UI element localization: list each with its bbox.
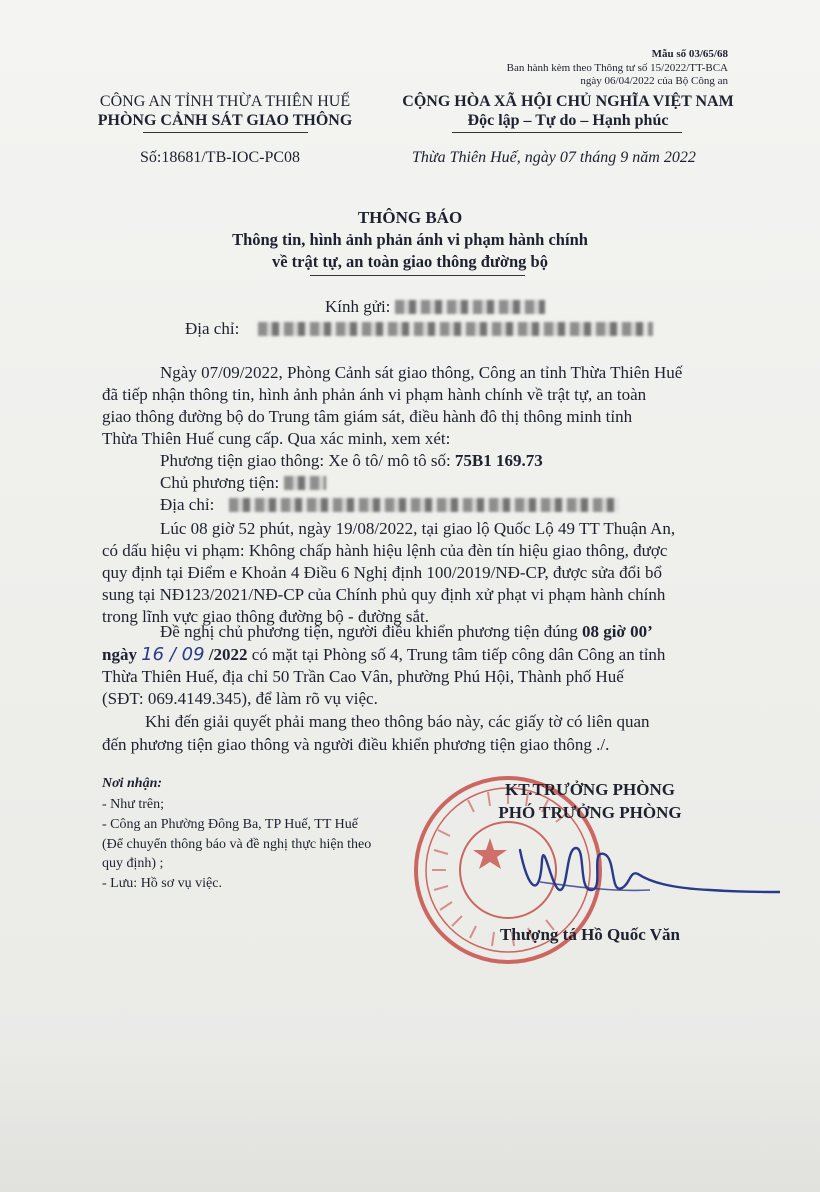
place-and-date: Thừa Thiên Huế, ngày 07 tháng 9 năm 2022 [412, 149, 696, 166]
addressee-line [325, 296, 545, 319]
form-issued-line-2: ngày 06/04/2022 của Bộ Công an [580, 75, 728, 87]
owner-address-line [160, 494, 619, 517]
notice-subtitle-line-2: về trật tự, an toàn giao thông đường bộ [271, 252, 548, 271]
vehicle-plate: 75B1 169.73 [454, 451, 543, 470]
p4-line-1: Khi đến giải quyết phải mang theo thông báo này, các giấy tờ có liên quan [145, 712, 650, 731]
p2-line-5: trong lĩnh vực giao thông đường bộ - đường sắt. [102, 607, 430, 626]
p3-line-1 [160, 621, 653, 644]
p3-line-2 [102, 644, 665, 667]
owner-address-label: Địa chỉ: [160, 495, 215, 514]
p1-line-4: Thừa Thiên Huế cung cấp. Qua xác minh, xem xét: [102, 429, 451, 448]
signature-title-2: PHÓ TRƯỞNG PHÒNG [498, 803, 682, 822]
p1-line-3: giao thông đường bộ do Trung tâm giám sát, điều hành đô thị thông minh tỉnh [102, 407, 633, 426]
recipients-heading: Nơi nhận: [102, 776, 163, 791]
p2-line-2: có dấu hiệu vi phạm: Không chấp hành hiệu lệnh của đèn tín hiệu giao thông, được [102, 541, 668, 560]
title-underline [310, 275, 525, 276]
p3-line-1-text: Đề nghị chủ phương tiện, người điều khiển phương tiện đúng [160, 622, 582, 641]
redacted-owner [284, 476, 326, 490]
signature-title-1: KT.TRƯỞNG PHÒNG [505, 780, 675, 799]
nation-title: CỘNG HÒA XÃ HỘI CHỦ NGHĨA VIỆT NAM [402, 93, 734, 110]
p1-line-2: đã tiếp nhận thông tin, hình ảnh phản ánh vi phạm hành chính về trật tự, an toàn [102, 385, 647, 404]
department-underline [143, 132, 308, 133]
recipient-2: - Công an Phường Đông Ba, TP Huế, TT Huế [102, 817, 358, 832]
owner-label: Chủ phương tiện: [160, 473, 280, 492]
recipient-2-note-2: quy định) ; [102, 856, 164, 871]
p4-line-2: đến phương tiện giao thông và người điều khiển phương tiện giao thông ./. [102, 735, 610, 754]
p2-line-1: Lúc 08 giờ 52 phút, ngày 19/08/2022, tại giao lộ Quốc Lộ 49 TT Thuận An, [160, 519, 676, 538]
recipient-1: - Như trên; [102, 797, 165, 812]
p3-line-4: (SĐT: 069.4149.345), để làm rõ vụ việc. [102, 689, 378, 708]
department-name: PHÒNG CẢNH SÁT GIAO THÔNG [97, 112, 353, 129]
handwritten-date: 16 / 09 [141, 644, 205, 665]
redacted-address [258, 322, 653, 336]
redacted-owner-address [229, 498, 619, 512]
signer-name: Thượng tá Hồ Quốc Văn [500, 925, 680, 944]
p3-line-3: Thừa Thiên Huế, địa chỉ 50 Trần Cao Vân, phường Phú Hội, Thành phố Huế [102, 667, 624, 686]
national-motto: Độc lập – Tự do – Hạnh phúc [467, 112, 669, 129]
notice-subtitle-line-1: Thông tin, hình ảnh phản ánh vi phạm hành chính [232, 230, 588, 249]
vehicle-line [160, 450, 543, 473]
address-line [185, 318, 653, 341]
motto-underline [452, 132, 682, 133]
address-label: Địa chỉ: [185, 319, 240, 338]
p1-line-1: Ngày 07/09/2022, Phòng Cảnh sát giao thông, Công an tỉnh Thừa Thiên Huế [160, 363, 683, 382]
appointment-time: 08 giờ 00’ [581, 622, 653, 641]
p3-line-2-text: có mặt tại Phòng số 4, Trung tâm tiếp công dân Công an tỉnh [247, 645, 666, 664]
form-issued-line-1: Ban hành kèm theo Thông tư số 15/2022/TT-BCA [506, 62, 728, 74]
notice-title: THÔNG BÁO [357, 208, 463, 227]
redacted-addressee [395, 300, 545, 314]
agency-name: CÔNG AN TỈNH THỪA THIÊN HUẾ [99, 93, 351, 110]
document-number: Số:18681/TB-IOC-PC08 [140, 149, 301, 166]
addressee-label: Kính gửi: [325, 297, 391, 316]
recipient-archive: - Lưu: Hồ sơ vụ việc. [102, 876, 222, 891]
form-number: Mẫu số 03/65/68 [651, 48, 728, 60]
handwritten-signature [480, 830, 780, 910]
owner-line [160, 472, 326, 495]
date-year: /2022 [204, 645, 248, 664]
p2-line-4: sung tại NĐ123/2021/NĐ-CP của Chính phủ quy định xử phạt vi phạm hành chính [102, 585, 666, 604]
date-prefix: ngày [102, 645, 142, 664]
vehicle-label: Phương tiện giao thông: Xe ô tô/ mô tô số: [160, 451, 455, 470]
recipient-2-note-1: (Để chuyển thông báo và đề nghị thực hiện theo [102, 837, 372, 852]
p2-line-3: quy định tại Điểm e Khoản 4 Điều 6 Nghị định 100/2019/NĐ-CP, được sửa đổi bổ [102, 563, 663, 582]
